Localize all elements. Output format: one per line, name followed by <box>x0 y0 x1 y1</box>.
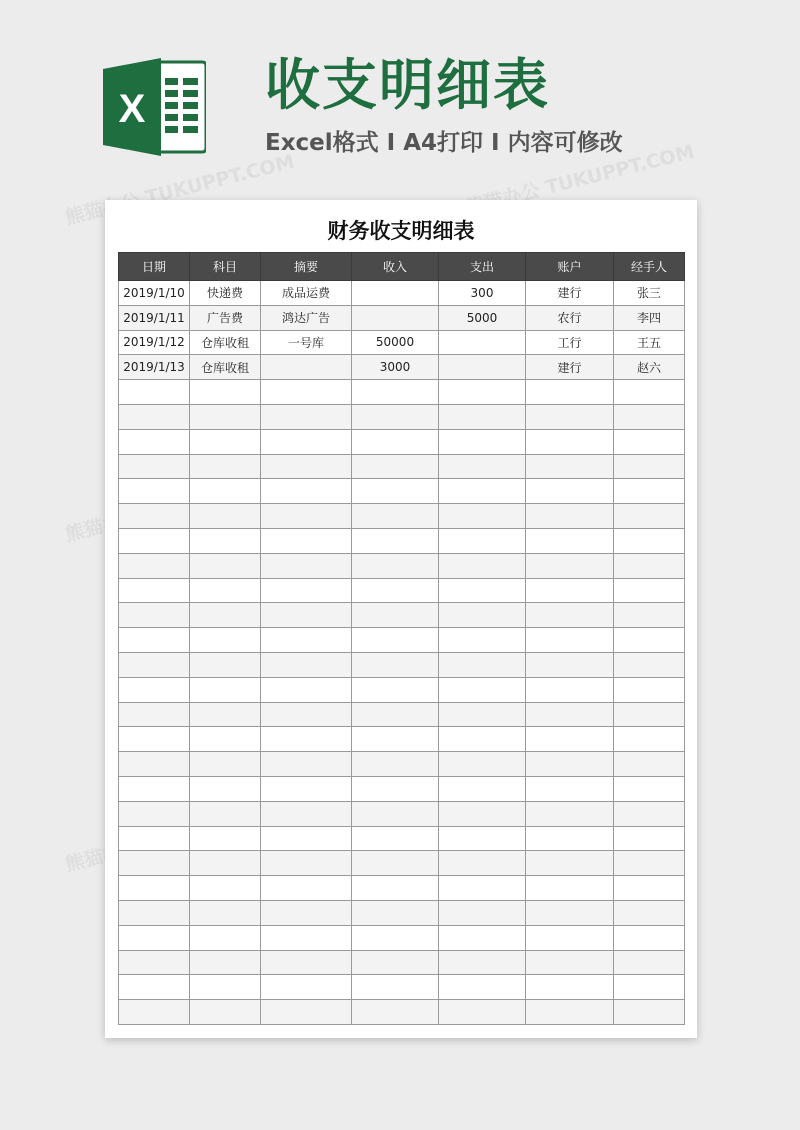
table-cell[interactable] <box>439 776 526 801</box>
table-cell[interactable] <box>352 652 439 677</box>
table-cell[interactable] <box>439 851 526 876</box>
table-cell[interactable] <box>261 355 352 380</box>
table-row <box>119 975 685 1000</box>
table-cell[interactable] <box>526 553 614 578</box>
table-row <box>119 727 685 752</box>
table-cell[interactable] <box>614 1000 685 1025</box>
table-cell[interactable] <box>614 528 685 553</box>
table-cell[interactable] <box>614 925 685 950</box>
spreadsheet-page <box>105 200 697 1038</box>
table-cell[interactable] <box>526 479 614 504</box>
table-cell[interactable]: 农行 <box>526 305 614 330</box>
table-cell[interactable] <box>526 950 614 975</box>
table-cell[interactable] <box>614 702 685 727</box>
table-row <box>119 925 685 950</box>
table-cell[interactable] <box>352 404 439 429</box>
table-cell[interactable] <box>526 578 614 603</box>
table-cell[interactable] <box>614 652 685 677</box>
table-row <box>119 504 685 529</box>
table-cell[interactable] <box>352 305 439 330</box>
table-cell[interactable] <box>190 454 261 479</box>
table-cell[interactable] <box>352 454 439 479</box>
table-cell[interactable] <box>352 628 439 653</box>
ledger-table <box>118 252 685 1025</box>
table-cell[interactable] <box>614 727 685 752</box>
table-cell[interactable] <box>352 1000 439 1025</box>
table-cell[interactable] <box>526 826 614 851</box>
table-cell[interactable] <box>261 578 352 603</box>
table-row <box>119 776 685 801</box>
table-cell[interactable] <box>352 975 439 1000</box>
table-cell[interactable] <box>261 851 352 876</box>
table-cell[interactable] <box>439 702 526 727</box>
table-cell[interactable]: 仓库收租 <box>190 330 261 355</box>
table-cell[interactable] <box>352 826 439 851</box>
watermark: 熊猫办公 <box>63 506 143 547</box>
table-cell[interactable]: 李四 <box>614 305 685 330</box>
table-cell[interactable] <box>190 925 261 950</box>
svg-text:X: X <box>118 87 146 131</box>
table-cell[interactable] <box>261 404 352 429</box>
table-cell[interactable]: 建行 <box>526 355 614 380</box>
table-cell[interactable] <box>190 801 261 826</box>
table-row <box>119 652 685 677</box>
table-cell[interactable] <box>261 380 352 405</box>
table-cell[interactable]: 2019/1/13 <box>119 355 190 380</box>
table-cell[interactable] <box>352 281 439 306</box>
table-cell[interactable] <box>190 727 261 752</box>
table-cell[interactable] <box>614 578 685 603</box>
table-cell[interactable] <box>352 380 439 405</box>
table-cell[interactable] <box>614 404 685 429</box>
table-row <box>119 900 685 925</box>
table-cell[interactable] <box>261 677 352 702</box>
table-cell[interactable] <box>119 851 190 876</box>
table-cell[interactable]: 快递费 <box>190 281 261 306</box>
table-cell[interactable] <box>439 479 526 504</box>
table-cell[interactable] <box>439 404 526 429</box>
table-row <box>119 801 685 826</box>
table-cell[interactable]: 张三 <box>614 281 685 306</box>
table-cell[interactable] <box>526 776 614 801</box>
sheet-title: 财务收支明细表 <box>327 219 475 243</box>
table-row <box>119 380 685 405</box>
table-cell[interactable] <box>614 677 685 702</box>
table-cell[interactable] <box>190 900 261 925</box>
table-cell[interactable] <box>614 851 685 876</box>
table-cell[interactable] <box>526 677 614 702</box>
table-cell[interactable] <box>439 504 526 529</box>
table-cell[interactable] <box>439 628 526 653</box>
table-cell[interactable] <box>119 776 190 801</box>
column-header-income[interactable]: 收入 <box>352 253 439 281</box>
table-cell[interactable] <box>261 826 352 851</box>
table-row <box>119 454 685 479</box>
table-cell[interactable] <box>526 504 614 529</box>
table-cell[interactable] <box>352 752 439 777</box>
table-cell[interactable] <box>190 677 261 702</box>
table-cell[interactable] <box>190 950 261 975</box>
table-cell[interactable] <box>614 900 685 925</box>
table-cell[interactable]: 一号库 <box>261 330 352 355</box>
table-cell[interactable] <box>261 727 352 752</box>
table-cell[interactable] <box>614 380 685 405</box>
table-cell[interactable] <box>190 1000 261 1025</box>
table-cell[interactable] <box>439 553 526 578</box>
table-cell[interactable] <box>526 727 614 752</box>
table-row <box>119 429 685 454</box>
table-cell[interactable] <box>190 628 261 653</box>
table-cell[interactable] <box>352 677 439 702</box>
table-cell[interactable] <box>439 752 526 777</box>
table-cell[interactable] <box>119 975 190 1000</box>
table-cell[interactable] <box>526 1000 614 1025</box>
table-cell[interactable]: 3000 <box>352 355 439 380</box>
table-cell[interactable] <box>526 628 614 653</box>
table-cell[interactable]: 鸿达广告 <box>261 305 352 330</box>
table-cell[interactable]: 工行 <box>526 330 614 355</box>
table-cell[interactable] <box>190 380 261 405</box>
table-cell[interactable] <box>526 975 614 1000</box>
table-cell[interactable] <box>352 776 439 801</box>
table-cell[interactable] <box>439 1000 526 1025</box>
table-cell[interactable] <box>261 975 352 1000</box>
table-cell[interactable] <box>352 876 439 901</box>
table-cell[interactable] <box>190 702 261 727</box>
table-cell[interactable] <box>119 479 190 504</box>
table-cell[interactable] <box>190 429 261 454</box>
table-cell[interactable] <box>614 752 685 777</box>
table-cell[interactable] <box>614 479 685 504</box>
table-cell[interactable] <box>190 851 261 876</box>
table-cell[interactable] <box>439 900 526 925</box>
table-row <box>119 305 685 330</box>
table-cell[interactable]: 300 <box>439 281 526 306</box>
table-cell[interactable] <box>352 727 439 752</box>
table-cell[interactable] <box>439 355 526 380</box>
table-row <box>119 281 685 306</box>
table-cell[interactable]: 2019/1/12 <box>119 330 190 355</box>
table-cell[interactable] <box>352 553 439 578</box>
table-cell[interactable] <box>526 429 614 454</box>
table-cell[interactable] <box>439 330 526 355</box>
table-cell[interactable] <box>190 826 261 851</box>
table-cell[interactable] <box>261 454 352 479</box>
table-cell[interactable] <box>526 404 614 429</box>
table-cell[interactable]: 5000 <box>439 305 526 330</box>
table-cell[interactable] <box>261 429 352 454</box>
table-cell[interactable] <box>119 380 190 405</box>
table-row <box>119 826 685 851</box>
table-cell[interactable] <box>190 975 261 1000</box>
table-cell[interactable] <box>190 479 261 504</box>
table-cell[interactable] <box>526 851 614 876</box>
table-cell[interactable] <box>614 776 685 801</box>
table-cell[interactable] <box>352 603 439 628</box>
table-cell[interactable] <box>614 950 685 975</box>
table-cell[interactable] <box>190 776 261 801</box>
table-cell[interactable] <box>261 876 352 901</box>
table-cell[interactable] <box>439 677 526 702</box>
table-cell[interactable]: 2019/1/10 <box>119 281 190 306</box>
table-cell[interactable] <box>352 950 439 975</box>
table-cell[interactable]: 王五 <box>614 330 685 355</box>
table-cell[interactable] <box>614 975 685 1000</box>
table-cell[interactable] <box>261 702 352 727</box>
table-cell[interactable] <box>119 603 190 628</box>
table-cell[interactable] <box>261 900 352 925</box>
table-cell[interactable] <box>119 628 190 653</box>
table-cell[interactable] <box>614 826 685 851</box>
table-cell[interactable] <box>614 876 685 901</box>
table-cell[interactable] <box>352 925 439 950</box>
table-cell[interactable] <box>439 528 526 553</box>
watermark: 熊猫办公 <box>63 836 143 877</box>
table-cell[interactable] <box>190 528 261 553</box>
watermark: 熊猫办公 TUKUPPT.COM <box>463 140 697 220</box>
table-cell[interactable] <box>614 603 685 628</box>
table-cell[interactable] <box>119 826 190 851</box>
table-cell[interactable] <box>614 553 685 578</box>
table-row <box>119 677 685 702</box>
table-cell[interactable] <box>439 652 526 677</box>
table-cell[interactable] <box>261 652 352 677</box>
table-cell[interactable] <box>119 876 190 901</box>
table-cell[interactable] <box>119 652 190 677</box>
table-cell[interactable] <box>439 950 526 975</box>
table-cell[interactable] <box>119 553 190 578</box>
table-cell[interactable] <box>119 900 190 925</box>
table-cell[interactable] <box>439 727 526 752</box>
table-cell[interactable] <box>119 727 190 752</box>
table-cell[interactable] <box>261 752 352 777</box>
table-row <box>119 876 685 901</box>
table-cell[interactable] <box>526 380 614 405</box>
table-row <box>119 404 685 429</box>
table-cell[interactable] <box>119 404 190 429</box>
table-cell[interactable] <box>119 950 190 975</box>
table-cell[interactable] <box>119 454 190 479</box>
table-cell[interactable] <box>119 677 190 702</box>
table-cell[interactable] <box>526 876 614 901</box>
table-cell[interactable]: 2019/1/11 <box>119 305 190 330</box>
table-cell[interactable] <box>261 479 352 504</box>
table-cell[interactable] <box>439 603 526 628</box>
table-cell[interactable] <box>119 504 190 529</box>
table-row <box>119 528 685 553</box>
column-header-handler[interactable]: 经手人 <box>614 253 685 281</box>
table-cell[interactable] <box>190 578 261 603</box>
table-row <box>119 603 685 628</box>
table-cell[interactable] <box>439 578 526 603</box>
table-row <box>119 702 685 727</box>
table-cell[interactable] <box>352 528 439 553</box>
table-cell[interactable] <box>119 752 190 777</box>
table-cell[interactable]: 成品运费 <box>261 281 352 306</box>
table-cell[interactable] <box>352 479 439 504</box>
table-cell[interactable] <box>190 553 261 578</box>
table-cell[interactable] <box>439 975 526 1000</box>
table-cell[interactable] <box>261 950 352 975</box>
page-subtitle: Excel格式 I A4打印 I 内容可修改 <box>265 130 623 156</box>
table-cell[interactable] <box>261 528 352 553</box>
table-cell[interactable] <box>190 652 261 677</box>
table-cell[interactable] <box>261 925 352 950</box>
table-row <box>119 1000 685 1025</box>
table-cell[interactable] <box>119 702 190 727</box>
table-cell[interactable] <box>352 578 439 603</box>
table-cell[interactable] <box>190 603 261 628</box>
table-cell[interactable] <box>261 801 352 826</box>
table-cell[interactable] <box>190 404 261 429</box>
table-cell[interactable] <box>261 628 352 653</box>
table-cell[interactable] <box>190 876 261 901</box>
table-cell[interactable] <box>352 900 439 925</box>
table-cell[interactable]: 赵六 <box>614 355 685 380</box>
excel-logo-icon <box>103 58 206 156</box>
table-cell[interactable] <box>119 578 190 603</box>
table-row <box>119 578 685 603</box>
table-cell[interactable] <box>439 925 526 950</box>
table-cell[interactable] <box>614 429 685 454</box>
page-title: 收支明细表 <box>265 53 551 117</box>
table-cell[interactable] <box>526 454 614 479</box>
table-cell[interactable] <box>119 925 190 950</box>
table-row <box>119 479 685 504</box>
table-cell[interactable] <box>526 652 614 677</box>
table-cell[interactable] <box>261 504 352 529</box>
table-row <box>119 950 685 975</box>
watermark: 熊猫办公 TUKUPPT.COM <box>63 150 297 230</box>
table-cell[interactable] <box>526 528 614 553</box>
table-cell[interactable] <box>352 851 439 876</box>
table-row <box>119 851 685 876</box>
table-cell[interactable] <box>614 504 685 529</box>
table-cell[interactable] <box>352 801 439 826</box>
table-cell[interactable] <box>439 454 526 479</box>
table-cell[interactable] <box>526 801 614 826</box>
table-row <box>119 355 685 380</box>
table-cell[interactable] <box>439 801 526 826</box>
column-header-expense[interactable]: 支出 <box>439 253 526 281</box>
table-cell[interactable]: 建行 <box>526 281 614 306</box>
table-cell[interactable] <box>352 702 439 727</box>
table-cell[interactable] <box>526 752 614 777</box>
table-cell[interactable] <box>261 776 352 801</box>
table-cell[interactable] <box>352 429 439 454</box>
table-cell[interactable] <box>261 1000 352 1025</box>
table-cell[interactable] <box>526 900 614 925</box>
table-cell[interactable] <box>119 429 190 454</box>
column-header-subject[interactable]: 科目 <box>190 253 261 281</box>
table-cell[interactable] <box>526 603 614 628</box>
table-cell[interactable] <box>190 504 261 529</box>
column-header-summary[interactable]: 摘要 <box>261 253 352 281</box>
table-cell[interactable]: 50000 <box>352 330 439 355</box>
table-row <box>119 553 685 578</box>
table-cell[interactable] <box>614 454 685 479</box>
table-cell[interactable]: 仓库收租 <box>190 355 261 380</box>
column-header-date[interactable]: 日期 <box>119 253 190 281</box>
table-row <box>119 330 685 355</box>
table-cell[interactable] <box>439 826 526 851</box>
table-cell[interactable] <box>526 702 614 727</box>
table-header-row <box>119 253 685 281</box>
table-cell[interactable] <box>261 603 352 628</box>
table-cell[interactable] <box>190 752 261 777</box>
table-row <box>119 628 685 653</box>
table-cell[interactable] <box>614 801 685 826</box>
table-cell[interactable] <box>119 1000 190 1025</box>
table-cell[interactable] <box>119 801 190 826</box>
table-cell[interactable] <box>261 553 352 578</box>
table-cell[interactable] <box>439 429 526 454</box>
column-header-account[interactable]: 账户 <box>526 253 614 281</box>
table-cell[interactable]: 广告费 <box>190 305 261 330</box>
table-cell[interactable] <box>119 528 190 553</box>
table-cell[interactable] <box>352 504 439 529</box>
table-cell[interactable] <box>614 628 685 653</box>
table-cell[interactable] <box>439 380 526 405</box>
table-row <box>119 752 685 777</box>
table-cell[interactable] <box>439 876 526 901</box>
table-cell[interactable] <box>526 925 614 950</box>
